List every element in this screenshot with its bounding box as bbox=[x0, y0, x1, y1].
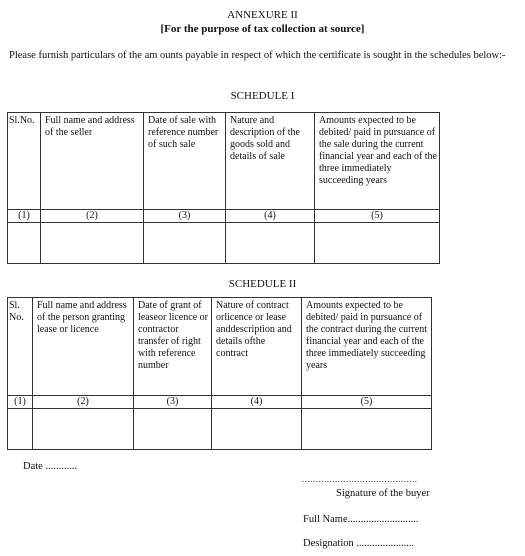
schedule-1-entry-row[interactable] bbox=[8, 223, 440, 264]
annexure-title: ANNEXURE II bbox=[227, 9, 298, 21]
schedule-1-header-row bbox=[8, 113, 440, 210]
schedule-2-header-slno: Sl. No. bbox=[8, 298, 33, 396]
schedule-2-entry-cell[interactable] bbox=[212, 409, 302, 450]
schedule-2-col-number: (2) bbox=[33, 396, 134, 409]
schedule-1-title: SCHEDULE I bbox=[230, 90, 295, 102]
schedule-2-col-number: (3) bbox=[134, 396, 212, 409]
schedule-1-header-nature-of-goods: Nature and description of the goods sold and details of sale bbox=[226, 113, 315, 210]
schedule-1-entry-cell[interactable] bbox=[8, 223, 41, 264]
schedule-1-header-slno: Sl.No. bbox=[8, 113, 41, 210]
schedule-1-entry-cell[interactable] bbox=[144, 223, 226, 264]
schedule-2-col-number: (5) bbox=[302, 396, 432, 409]
designation-field[interactable]: Designation ...................... bbox=[303, 538, 415, 549]
schedule-2-header-row bbox=[8, 298, 432, 396]
schedule-2-entry-row[interactable] bbox=[8, 409, 432, 450]
schedule-2-header-nature-of-contract: Nature of contract orlicence or lease anddescription and details ofthe contract bbox=[212, 298, 302, 396]
schedule-2-table bbox=[7, 297, 432, 450]
schedule-1-header-seller: Full name and address of the seller bbox=[41, 113, 144, 210]
schedule-1-table bbox=[7, 112, 440, 264]
schedule-1-col-number: (1) bbox=[8, 210, 41, 223]
schedule-1-col-number: (5) bbox=[315, 210, 440, 223]
schedule-1-col-number: (4) bbox=[226, 210, 315, 223]
date-field[interactable]: Date ............ bbox=[23, 461, 77, 472]
schedule-2-entry-cell[interactable] bbox=[33, 409, 134, 450]
schedule-2-entry-cell[interactable] bbox=[134, 409, 212, 450]
schedule-1-col-number: (3) bbox=[144, 210, 226, 223]
schedule-2-header-date-of-grant: Date of grant of leaseor licence or contractor transfer of right with reference number bbox=[134, 298, 212, 396]
schedule-2-entry-cell[interactable] bbox=[302, 409, 432, 450]
schedule-1-col-number: (2) bbox=[41, 210, 144, 223]
schedule-1-entry-cell[interactable] bbox=[41, 223, 144, 264]
schedule-1-entry-cell[interactable] bbox=[226, 223, 315, 264]
schedule-2-col-number: (4) bbox=[212, 396, 302, 409]
schedule-1-number-row bbox=[8, 210, 440, 223]
annexure-subtitle: [For the purpose of tax collection at source] bbox=[160, 23, 365, 35]
schedule-2-col-number: (1) bbox=[8, 396, 33, 409]
schedule-1-header-amounts: Amounts expected to be debited/ paid in pursuance of the sale during the current financial year and each of the three immediately succeeding years bbox=[315, 113, 440, 210]
signature-label: Signature of the buyer bbox=[336, 488, 430, 499]
schedule-2-number-row bbox=[8, 396, 432, 409]
schedule-2-header-amounts: Amounts expected to be debited/ paid in pursuance of the contract during the current financial year and each of the three immediately succeeding years bbox=[302, 298, 432, 396]
full-name-field[interactable]: Full Name........................... bbox=[303, 514, 419, 525]
instructions-text: Please furnish particulars of the am ounts payable in respect of which the certificate is sought in the schedules below:- bbox=[9, 50, 506, 61]
schedule-2-entry-cell[interactable] bbox=[8, 409, 33, 450]
schedule-2-header-lessor: Full name and address of the person granting lease or licence bbox=[33, 298, 134, 396]
schedule-2-title: SCHEDULE II bbox=[228, 278, 297, 290]
schedule-1-header-date-of-sale: Date of sale with reference number of such sale bbox=[144, 113, 226, 210]
schedule-1-entry-cell[interactable] bbox=[315, 223, 440, 264]
signature-line[interactable]: .......................................... bbox=[302, 474, 418, 484]
